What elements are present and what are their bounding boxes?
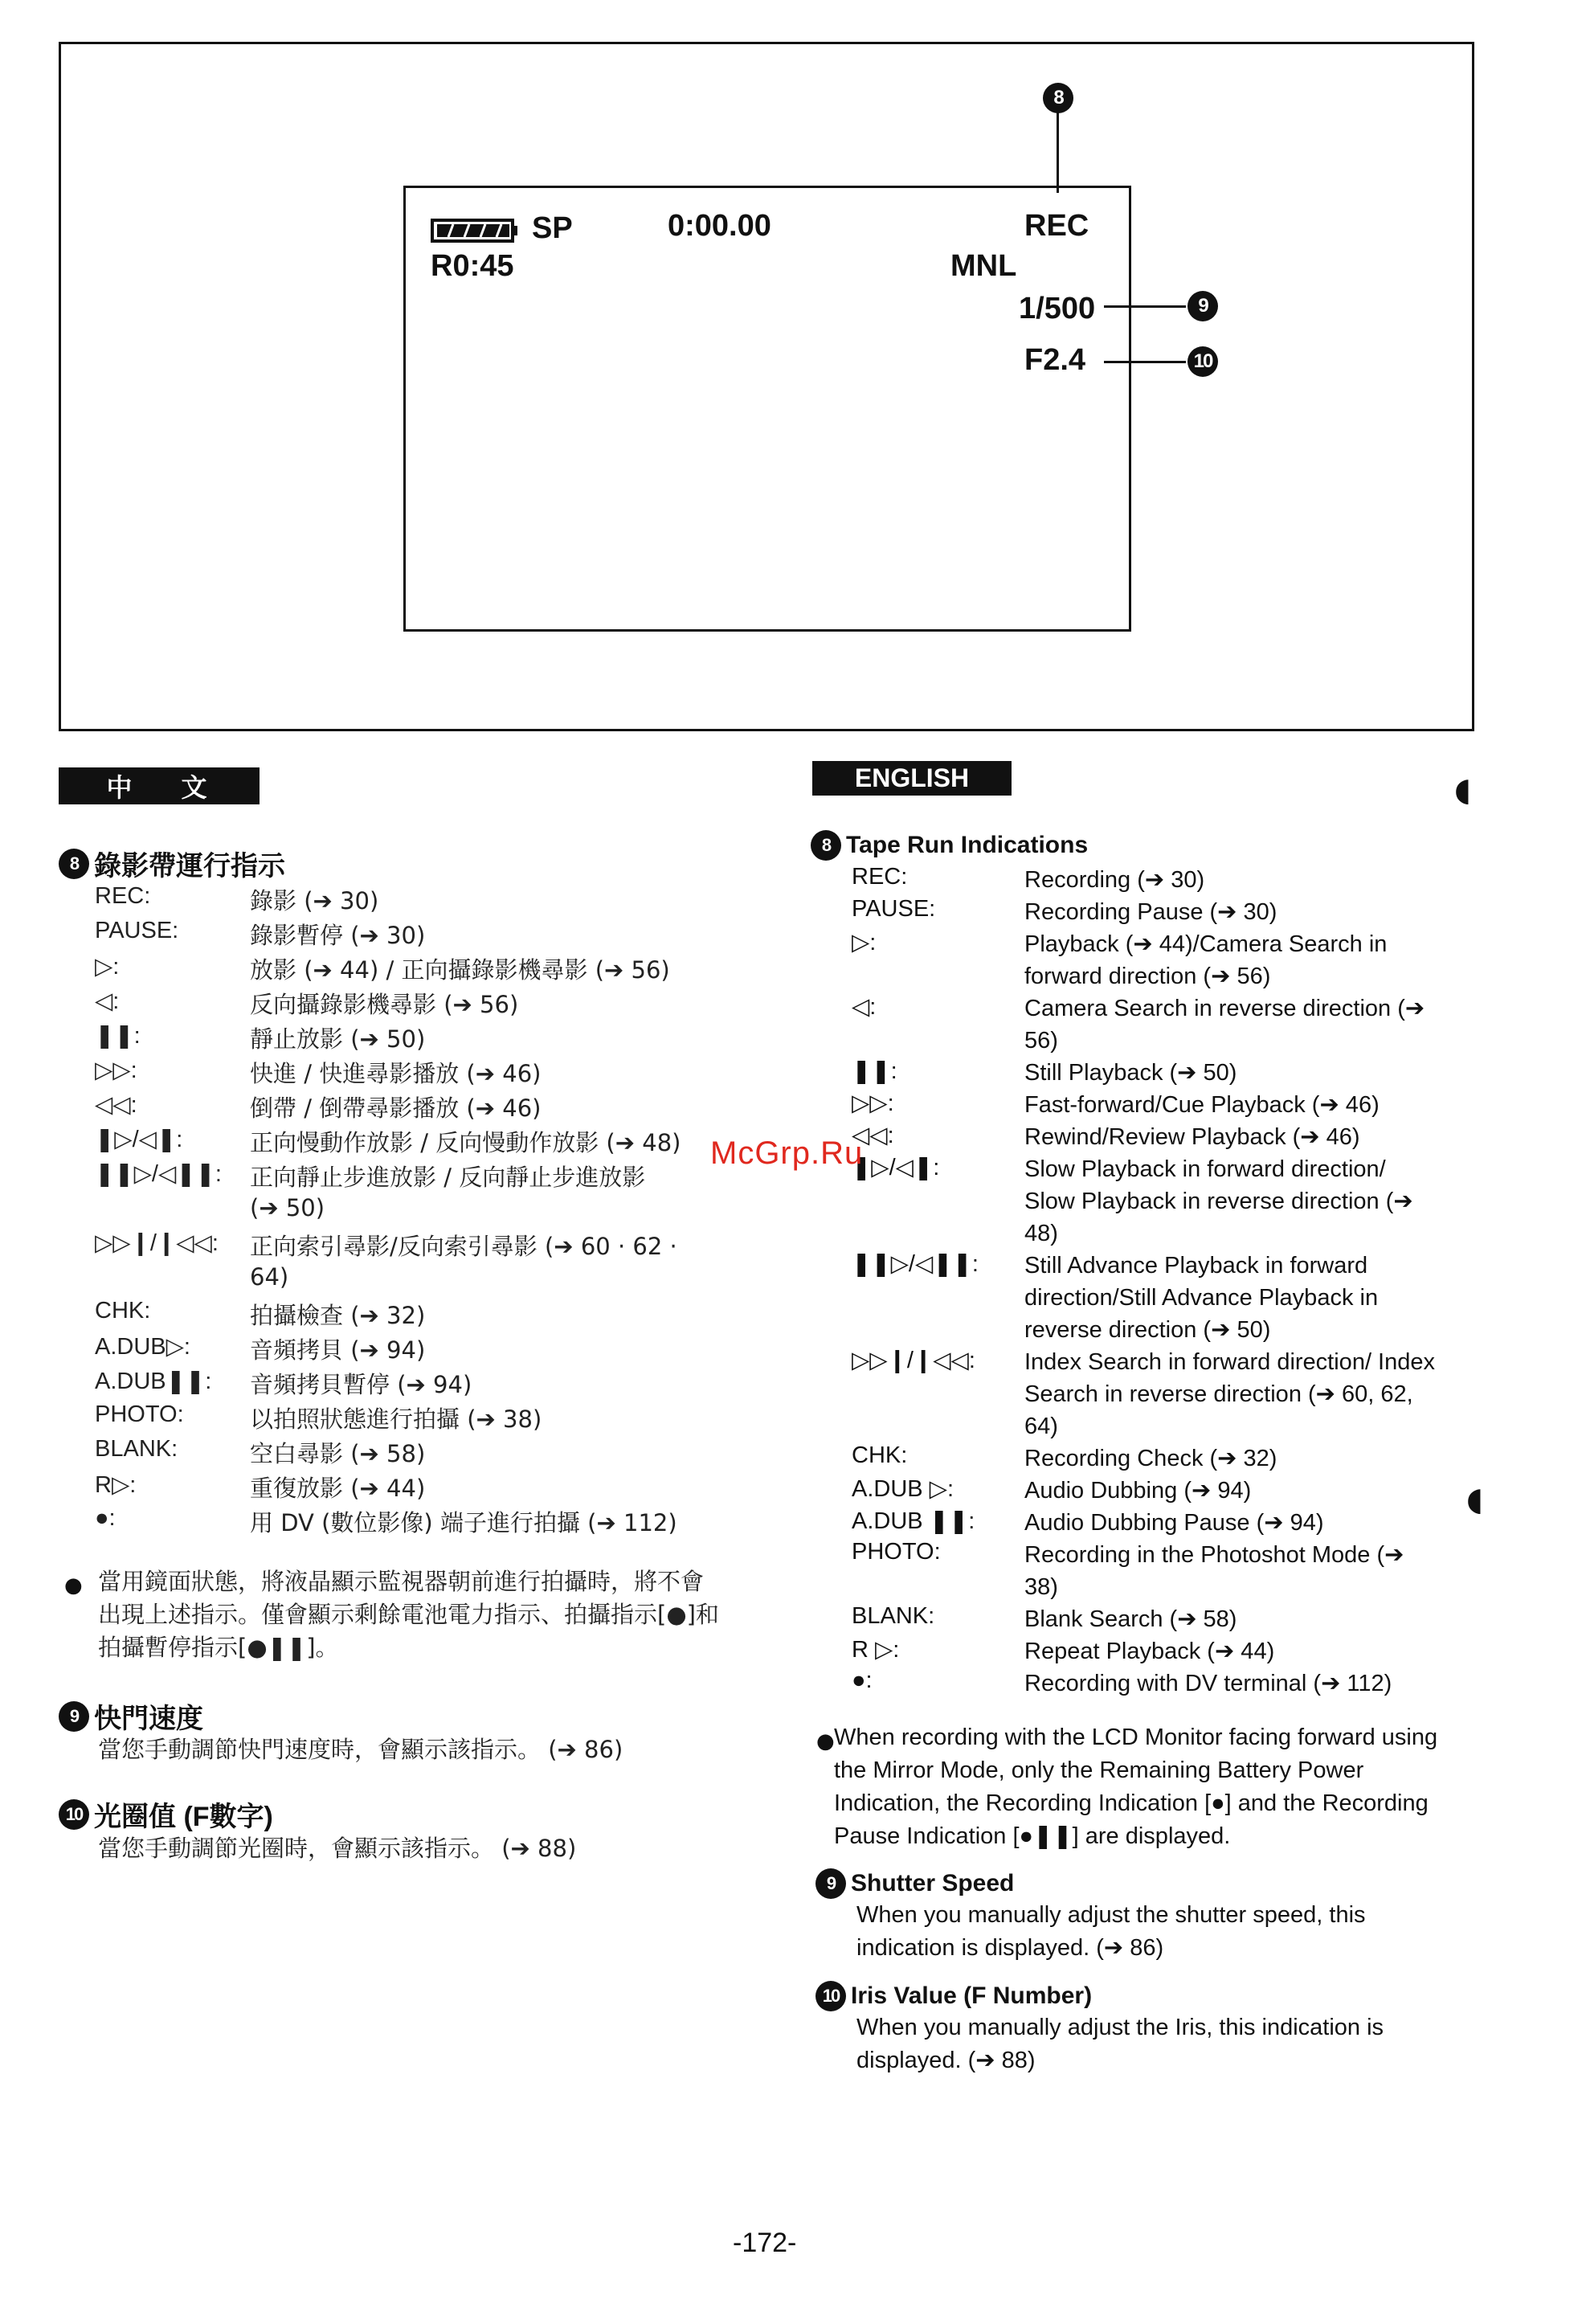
zh-section-10-number: 10 [59,1799,89,1830]
osd-rec-indicator: REC [1024,209,1089,243]
en-note-bullet: ● [816,1729,835,1753]
zh-shutter-text: 當您手動調節快門速度時，會顯示該指示。 (➔ 86) [98,1736,623,1763]
osd-shutter-speed: 1/500 [1019,292,1096,325]
english-section-banner: ENGLISH [812,761,1012,796]
en-tape-run-heading [811,830,1088,861]
zh-iris-text: 當您手動調節光圈時，會顯示該指示。 (➔ 88) [98,1835,577,1862]
zh-note-bullet: ● [64,1573,83,1598]
osd-tape-mode: SP [532,211,573,245]
battery-icon [431,217,519,244]
callout-10: 10 [1187,346,1218,377]
zh-iris-heading [59,1794,273,1834]
en-shutter-text: When you manually adjust the shutter speed, this indication is displayed. (➔ 86) [856,1902,1366,1961]
en-shutter-heading [815,1868,1014,1899]
zh-tape-run-title: 錄影帶運行指示 [94,851,285,882]
callout-9: 9 [1187,291,1218,321]
en-section-8-number: 8 [811,830,841,861]
osd-time-code: 0:00.00 [668,209,771,243]
zh-mirror-mode-note: 當用鏡面狀態，將液晶顯示監視器朝前進行拍攝時，將不會出現上述指示。僅會顯示剩餘電池電力指示、拍攝指示[●]和拍攝暫停指示[●❚❚]。 [98,1568,719,1661]
en-mirror-mode-note: When recording with the LCD Monitor facing forward using the Mirror Mode, only the Remaining Battery Power Indication, the Recording Indication [●] and the Recording Pause Indication [●❚❚] are displayed. [834,1725,1438,1849]
en-tape-run-title: Tape Run Indications [846,832,1089,858]
callout-8-leader [1057,113,1059,193]
osd-manual-mode: MNL [950,249,1017,283]
en-section-10-number: 10 [815,1981,846,2011]
zh-section-9-number: 9 [59,1701,89,1732]
en-shutter-title: Shutter Speed [851,1870,1015,1896]
callout-10-leader [1104,361,1186,363]
binding-mark-icon: ◖ [1466,1481,1484,1518]
osd-remaining-tape: R0:45 [431,249,514,283]
binding-mark-icon: ◖ [1454,771,1472,808]
callout-9-leader [1104,305,1186,308]
zh-tape-run-heading [59,844,285,883]
zh-shutter-title: 快門速度 [94,1704,203,1734]
zh-section-8-number: 8 [59,849,89,879]
en-iris-heading [815,1981,1092,2011]
zh-iris-title: 光圈值 (F數字) [94,1802,273,1832]
en-iris-text: When you manually adjust the Iris, this indication is displayed. (➔ 88) [856,2015,1384,2073]
osd-iris-value: F2.4 [1024,343,1086,377]
callout-8: 8 [1043,83,1073,113]
zh-shutter-heading [59,1696,203,1736]
watermark: McGrp.Ru [710,1135,864,1171]
page-number: -172- [733,2228,797,2258]
en-iris-title: Iris Value (F Number) [851,1982,1093,2009]
en-section-9-number: 9 [815,1868,846,1899]
chinese-section-banner: 中 文 [59,767,260,804]
